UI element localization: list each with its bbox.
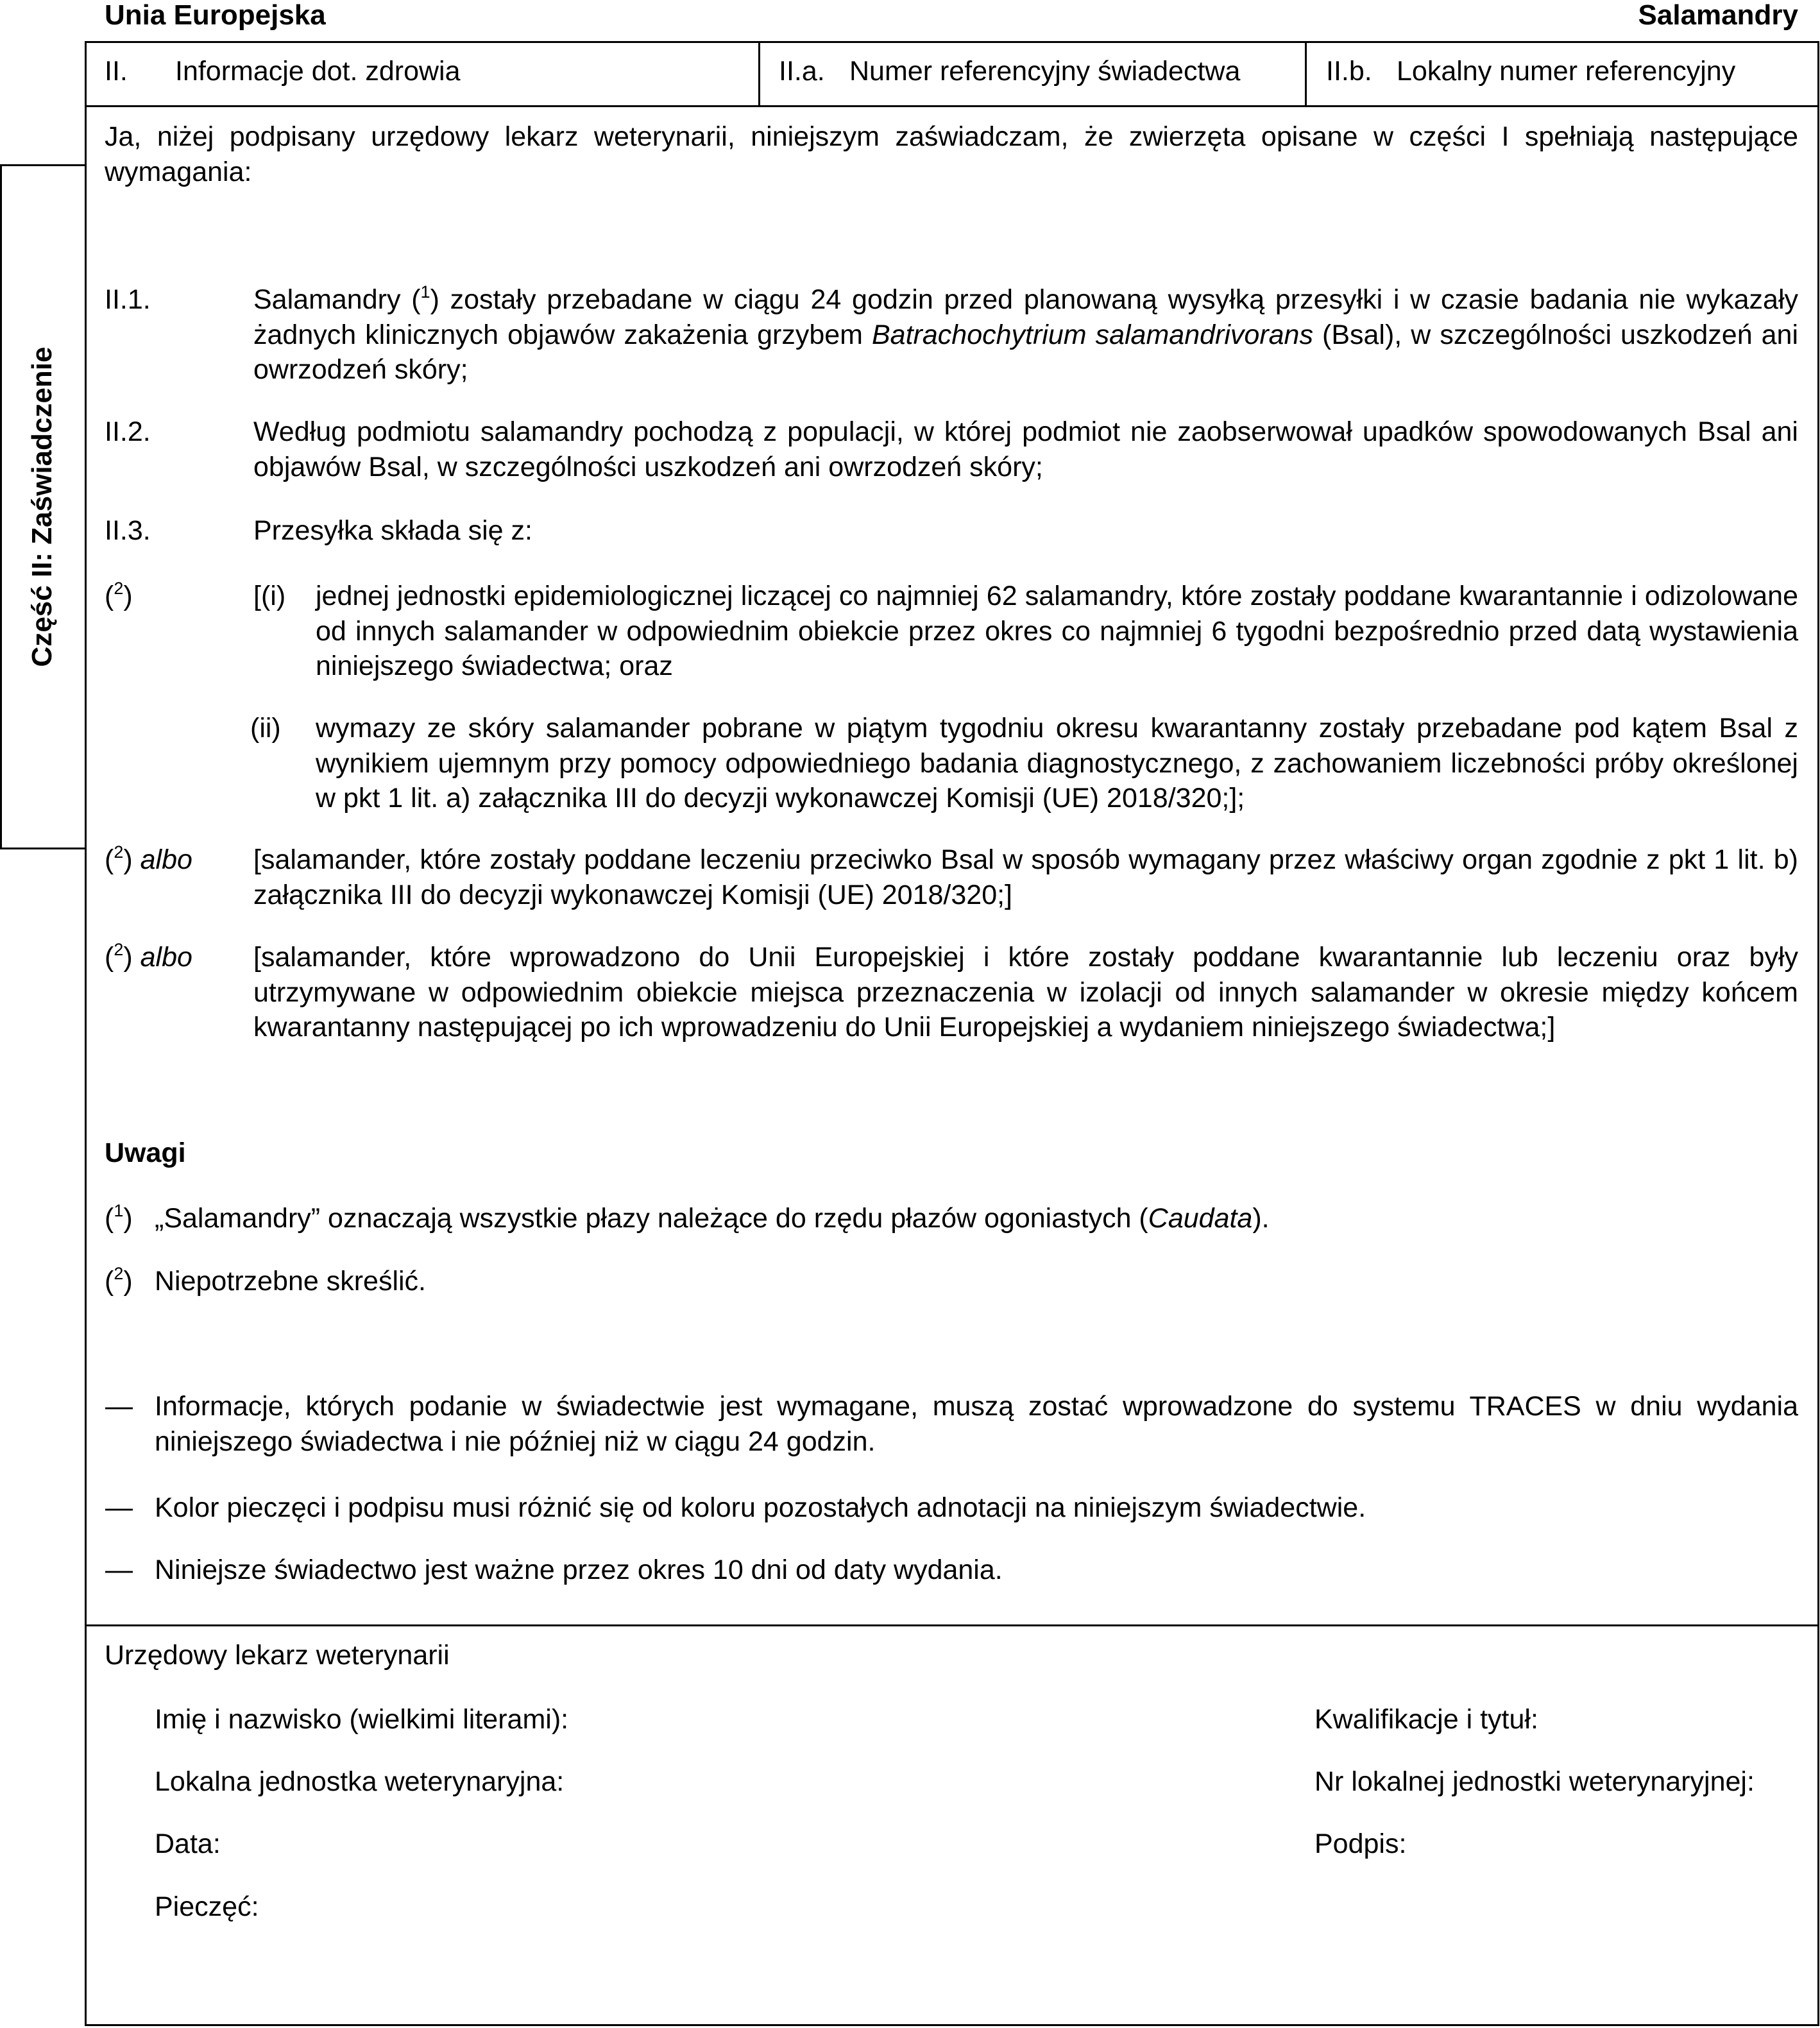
option-i-text: jednej jednostki epidemiologicznej liczącej co najmniej 62 salamandry, które zostały poddane kwarantannie i odizolowane od innych salamander w odpowiednim obiekcie przez okres co najmniej 6 tygodni bezpośrednio przed datą wystawienia niniejszego świadectwa; oraz	[316, 581, 1798, 682]
info-cell-cert-ref	[779, 54, 1241, 89]
side-label: Część II: Zaświadczenie	[26, 346, 58, 667]
option-2-text: [salamander, które zostały poddane leczeniu przeciwko Bsal w sposób wymagany przez właściwy organ zgodnie z pkt 1 lit. b) załącznika III do decyzji wykonawczej Komisji (UE) 2018/320;]	[253, 844, 1798, 910]
info-label: Informacje dot. zdrowia	[175, 56, 461, 87]
species-name: Batrachochytrium salamandrivorans	[872, 319, 1313, 350]
option-ii-label: (ii)	[250, 713, 281, 744]
option-marker: ($^2$) albo	[105, 940, 192, 973]
info-cell-local-ref	[1326, 54, 1736, 89]
item-ii3-text: Przesyłka składa się z:	[253, 515, 532, 546]
intro-text: Ja, niżej podpisany urzędowy lekarz weterynarii, niniejszym zaświadczam, że zwierzęta opisane w części I spełniają następujące wymagania:	[105, 121, 1798, 187]
info-label: Lokalny numer referencyjny	[1397, 56, 1736, 87]
signature-date-label: Data:	[155, 1828, 221, 1859]
note-2-text: Niepotrzebne skreślić.	[155, 1266, 427, 1297]
option-marker: ($^2$)	[105, 579, 133, 611]
option-ii-text: wymazy ze skóry salamander pobrane w piątym tygodniu okresu kwarantanny zostały przebadane pod kątem Bsal z wynikiem ujemnym przy pomocy odpowiedniego badania diagnostycznego, z zachowaniem liczebności próby określonej w pkt 1 lit. a) załącznika III do decyzji wykonawczej Komisji (UE) 2018/320;];	[316, 713, 1798, 814]
bullet-dash: —	[105, 1492, 133, 1523]
info-num: II.b.	[1326, 56, 1372, 87]
bullet-3-text: Niniejsze świadectwo jest ważne przez okres 10 dni od daty wydania.	[155, 1555, 1003, 1585]
signature-divider	[85, 1624, 1819, 1626]
item-number: II.1.	[105, 284, 151, 315]
bullet-dash: —	[105, 1555, 133, 1585]
signature-name-label: Imię i nazwisko (wielkimi literami):	[155, 1704, 569, 1735]
info-num: II.	[105, 56, 128, 87]
item-number: II.3.	[105, 515, 151, 546]
footnote-ref: 1	[420, 282, 430, 302]
header-left-title: Unia Europejska	[105, 0, 326, 31]
info-col-divider-2	[1305, 41, 1307, 107]
item-ii1-text: Salamandry ($^1$) zostały przebadane w ciągu 24 godzin przed planowaną wysyłką przesyłki i w czasie badania nie wykazały żadnych klinicznych objawów zakażenia grzybem Batrachochytrium salamandrivorans (Bsal), w szczególności uszkodzeń ani owrzodzeń skóry;	[253, 282, 1799, 386]
info-num: II.a.	[779, 56, 825, 87]
signature-qualification-label: Kwalifikacje i tytuł:	[1314, 1704, 1538, 1735]
option-i-label: [(i)	[253, 581, 286, 611]
item-ii2-text: Według podmiotu salamandry pochodzą z populacji, w której podmiot nie zaobserwował upadków spowodowanych Bsal ani objawów Bsal, w szczególności uszkodzeń ani owrzodzeń skóry;	[253, 416, 1798, 482]
note-marker: ($^2$)	[105, 1264, 133, 1297]
bullet-1-text: Informacje, których podanie w świadectwie jest wymagane, muszą zostać wprowadzone do systemu TRACES w dniu wydania niniejszego świadectwa i nie później niż w ciągu 24 godzin.	[155, 1391, 1798, 1457]
signature-sign-label: Podpis:	[1314, 1828, 1407, 1859]
option-marker: ($^2$) albo	[105, 842, 192, 875]
info-cell-health	[105, 54, 461, 89]
info-label: Numer referencyjny świadectwa	[849, 56, 1241, 87]
header-right-title: Salamandry	[1638, 0, 1798, 31]
info-row-divider	[85, 105, 1819, 107]
notes-title: Uwagi	[105, 1138, 186, 1168]
note-1-text: „Salamandry” oznaczają wszystkie płazy należące do rzędu płazów ogoniastych (Caudata).	[155, 1203, 1270, 1234]
bullet-2-text: Kolor pieczęci i podpisu musi różnić się od koloru pozostałych adnotacji na niniejszym świadectwie.	[155, 1492, 1366, 1523]
item-number: II.2.	[105, 416, 151, 447]
note-marker: ($^1$)	[105, 1201, 133, 1234]
signature-unit-no-label: Nr lokalnej jednostki weterynaryjnej:	[1314, 1766, 1755, 1797]
info-col-divider-1	[758, 41, 760, 107]
signature-unit-label: Lokalna jednostka weterynaryjna:	[155, 1766, 565, 1797]
signature-title: Urzędowy lekarz weterynarii	[105, 1640, 450, 1671]
option-3-text: [salamander, które wprowadzono do Unii Europejskiej i które zostały poddane kwarantannie lub leczeniu oraz były utrzymywane w odpowiednim obiekcie miejsca przeznaczenia w izolacji od innych salamander w okresie między końcem kwarantanny następującej po ich wprowadzeniu do Unii Europejskiej a wydaniem niniejszego świadectwa;]	[253, 942, 1798, 1043]
bullet-dash: —	[105, 1391, 133, 1422]
signature-stamp-label: Pieczęć:	[155, 1891, 259, 1922]
